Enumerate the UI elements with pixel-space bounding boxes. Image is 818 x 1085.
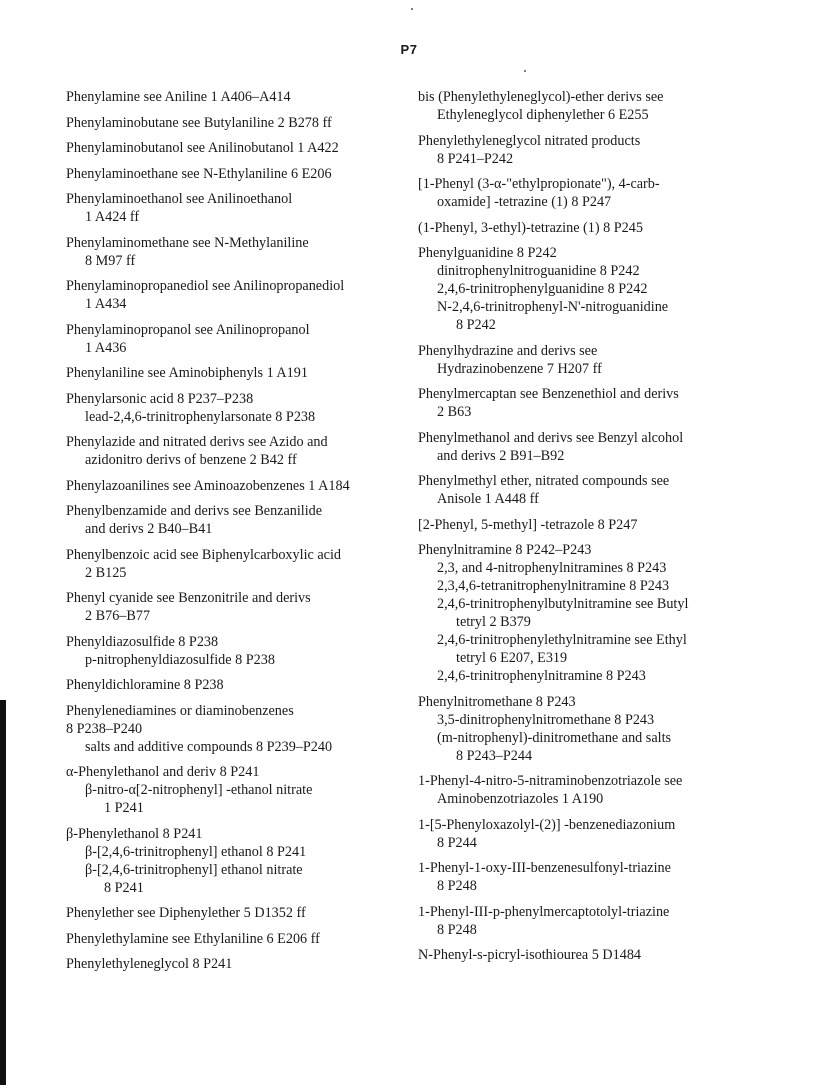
right-column xyxy=(418,88,788,972)
index-entry-subline: 8 M97 ff xyxy=(85,252,136,269)
index-entry-heading: 1-[5-Phenyloxazolyl-(2)] -benzenediazonium xyxy=(418,816,676,833)
index-entry-subline: p-nitrophenyldiazosulfide 8 P238 xyxy=(85,651,275,668)
index-entry-subline: azidonitro derivs of benzene 2 B42 ff xyxy=(85,452,297,468)
index-entry-subline: 2,4,6-trinitrophenylguanidine 8 P242 xyxy=(437,281,648,297)
index-entry-heading: Phenylethylamine see Ethylaniline 6 E206 ff xyxy=(66,930,320,947)
index-entry xyxy=(418,693,788,765)
index-entry-heading: Phenylbenzoic acid see Biphenylcarboxylic acid xyxy=(66,546,341,563)
index-entry-subline: 8 P244 xyxy=(437,834,477,851)
index-entry-subline: tetryl 6 E207, E319 xyxy=(456,650,568,666)
index-entry-heading: Phenylaminoethane see N-Ethylaniline 6 E206 xyxy=(66,165,332,182)
index-entry xyxy=(418,175,788,211)
index-entry-heading: Phenylaminobutane see Butylaniline 2 B278 ff xyxy=(66,114,332,131)
index-entry-heading: Phenylaminomethane see N-Methylaniline xyxy=(66,234,309,251)
index-entry xyxy=(418,516,788,534)
index-entry-subline: 2,3, and 4-nitrophenylnitramines 8 P243 xyxy=(437,560,667,576)
index-entry-heading: 1-Phenyl-1-oxy-III-benzenesulfonyl-triazine xyxy=(418,860,671,876)
index-entry-heading: Phenylamine see Aniline 1 A406–A414 xyxy=(66,89,291,105)
index-entry xyxy=(66,390,396,426)
index-entry-heading: Phenylaminoethanol see Anilinoethanol xyxy=(66,191,293,207)
index-entry-subline: Anisole 1 A448 ff xyxy=(437,491,539,507)
index-entry-heading: 1-Phenyl-III-p-phenylmercaptotolyl-triazine xyxy=(418,903,670,920)
index-entry-heading: Phenyl cyanide see Benzonitrile and derivs xyxy=(66,590,311,606)
index-entry-subline: 2 B63 xyxy=(437,404,472,420)
index-entry-heading: Phenylarsonic acid 8 P237–P238 xyxy=(66,390,254,407)
index-entry-subline: 2,3,4,6-tetranitrophenylnitramine 8 P243 xyxy=(437,578,670,594)
index-entry xyxy=(66,165,396,183)
index-entry xyxy=(66,88,396,106)
index-entry-heading: Phenylether see Diphenylether 5 D1352 ff xyxy=(66,905,306,921)
index-entry xyxy=(66,277,396,313)
index-entry-heading: Phenylethyleneglycol 8 P241 xyxy=(66,956,233,972)
index-entry-subline: 2,4,6-trinitrophenylethylnitramine see Ethyl xyxy=(437,632,687,648)
index-entry-subline: β-nitro-α[2-nitrophenyl] -ethanol nitrate xyxy=(85,782,313,798)
index-entry xyxy=(66,825,396,897)
index-entry-heading: Phenylaminobutanol see Anilinobutanol 1 A422 xyxy=(66,140,339,156)
index-entry xyxy=(66,364,396,382)
scan-margin-bar xyxy=(0,700,6,1085)
index-entry-subline: 8 P242 xyxy=(456,317,496,333)
index-entry-subline: 8 P241–P242 xyxy=(437,150,514,167)
scan-speck xyxy=(411,8,413,10)
index-entry-heading: Phenylmethyl ether, nitrated compounds see xyxy=(418,473,670,489)
index-entry xyxy=(418,946,788,964)
index-entry-subline: Hydrazinobenzene 7 H207 ff xyxy=(437,360,602,377)
index-entry-heading: Phenylnitromethane 8 P243 xyxy=(418,693,576,710)
index-entry-heading: Phenylaminopropanediol see Anilinopropanediol xyxy=(66,278,345,294)
index-entry-heading: Phenylmercaptan see Benzenethiol and derivs xyxy=(418,386,679,402)
index-entry-heading: [1-Phenyl (3-α-"ethylpropionate"), 4-carb- xyxy=(418,176,660,192)
index-entry-subline: β-[2,4,6-trinitrophenyl] ethanol 8 P241 xyxy=(85,843,307,860)
index-entry-subline: oxamide] -tetrazine (1) 8 P247 xyxy=(437,194,612,210)
index-entry xyxy=(66,234,396,270)
page-label: P7 xyxy=(400,42,418,57)
index-entry-heading: Phenylbenzamide and derivs see Benzanilide xyxy=(66,503,323,519)
index-entry-heading: [2-Phenyl, 5-methyl] -tetrazole 8 P247 xyxy=(418,516,638,533)
index-entry-subline: 1 A424 ff xyxy=(85,209,140,225)
index-entry-heading: Phenylazide and nitrated derivs see Azido and xyxy=(66,434,328,450)
index-entry xyxy=(418,903,788,939)
index-entry xyxy=(66,477,396,495)
index-entry-heading: N-Phenyl-s-picryl-isothiourea 5 D1484 xyxy=(418,947,642,963)
index-entry-subline: and derivs 2 B40–B41 xyxy=(85,521,213,537)
index-entry xyxy=(418,219,788,237)
index-entry-subline: 1 A436 xyxy=(85,339,127,356)
index-entry-heading: Phenylethyleneglycol nitrated products xyxy=(418,132,641,149)
index-entry-subline: lead-2,4,6-trinitrophenylarsonate 8 P238 xyxy=(85,408,316,425)
index-entry xyxy=(418,342,788,378)
index-entry xyxy=(418,429,788,465)
index-entry xyxy=(66,114,396,132)
index-entry-heading: bis (Phenylethyleneglycol)-ether derivs see xyxy=(418,89,664,105)
index-entry-subline: (m-nitrophenyl)-dinitromethane and salts xyxy=(437,729,672,746)
index-entry-subline: salts and additive compounds 8 P239–P240 xyxy=(85,738,333,755)
index-entry-subline: 2,4,6-trinitrophenylbutylnitramine see Butyl xyxy=(437,596,689,612)
index-entry xyxy=(418,816,788,852)
index-entry-heading: Phenylmethanol and derivs see Benzyl alcohol xyxy=(418,429,684,446)
index-entry-heading: Phenylhydrazine and derivs see xyxy=(418,342,598,359)
index-entry-heading: Phenylazoanilines see Aminoazobenzenes 1 A184 xyxy=(66,477,350,494)
index-entry-heading: Phenyldichloramine 8 P238 xyxy=(66,677,224,693)
index-entry xyxy=(418,244,788,334)
index-entry-subline: and derivs 2 B91–B92 xyxy=(437,447,565,464)
index-entry-subline: β-[2,4,6-trinitrophenyl] ethanol nitrate xyxy=(85,861,303,878)
index-entry-heading: Phenylguanidine 8 P242 xyxy=(418,245,557,261)
index-entry-subline: Ethyleneglycol diphenylether 6 E255 xyxy=(437,107,649,123)
index-entry-subline: dinitrophenylnitroguanidine 8 P242 xyxy=(437,263,640,279)
index-entry-subline: N-2,4,6-trinitrophenyl-N'-nitroguanidine xyxy=(437,299,669,315)
index-entry xyxy=(418,472,788,508)
index-entry xyxy=(66,190,396,226)
index-entry xyxy=(66,955,396,973)
index-entry xyxy=(66,502,396,538)
left-column xyxy=(66,88,396,981)
index-entry-subline: tetryl 2 B379 xyxy=(456,614,531,630)
index-entry-subline: 1 A434 xyxy=(85,296,127,312)
index-entry-subline: Aminobenzotriazoles 1 A190 xyxy=(437,791,604,807)
index-entry xyxy=(66,321,396,357)
index-entry-subline: 8 P248 xyxy=(437,921,477,938)
index-entry-subline: 8 P243–P244 xyxy=(456,747,533,764)
index-entry xyxy=(418,132,788,168)
index-entry xyxy=(66,930,396,948)
index-entry-heading: (1-Phenyl, 3-ethyl)-tetrazine (1) 8 P245 xyxy=(418,219,643,236)
index-entry xyxy=(66,763,396,817)
index-entry xyxy=(418,859,788,895)
index-entry xyxy=(66,139,396,157)
index-entry-subline: 2 B76–B77 xyxy=(85,608,151,624)
scan-speck xyxy=(524,70,526,72)
index-entry-subline: 2,4,6-trinitrophenylnitramine 8 P243 xyxy=(437,668,646,684)
index-entry-heading: Phenylaniline see Aminobiphenyls 1 A191 xyxy=(66,365,308,381)
index-entry xyxy=(418,541,788,685)
index-entry xyxy=(66,676,396,694)
index-entry xyxy=(418,772,788,808)
index-entry-subline: 3,5-dinitrophenylnitromethane 8 P243 xyxy=(437,711,655,728)
index-entry-subline: 8 P238–P240 xyxy=(66,720,143,737)
index-entry xyxy=(418,385,788,421)
index-entry-heading: Phenylnitramine 8 P242–P243 xyxy=(418,542,592,558)
index-entry-subline: 8 P248 xyxy=(437,878,477,894)
index-entry-heading: α-Phenylethanol and deriv 8 P241 xyxy=(66,764,260,780)
index-entry-heading: Phenylenediamines or diaminobenzenes xyxy=(66,702,294,719)
index-entry-heading: β-Phenylethanol 8 P241 xyxy=(66,825,203,842)
index-entry-subline: 2 B125 xyxy=(85,564,127,581)
index-entry xyxy=(66,589,396,625)
index-entry xyxy=(66,702,396,756)
index-entry xyxy=(418,88,788,124)
index-entry-heading: Phenylaminopropanol see Anilinopropanol xyxy=(66,321,310,338)
index-entry-subline: 8 P241 xyxy=(104,879,144,896)
index-entry-subline: 1 P241 xyxy=(104,800,144,816)
index-entry xyxy=(66,633,396,669)
index-entry xyxy=(66,904,396,922)
index-entry xyxy=(66,433,396,469)
index-entry-heading: Phenyldiazosulfide 8 P238 xyxy=(66,633,219,650)
index-entry xyxy=(66,546,396,582)
index-entry-heading: 1-Phenyl-4-nitro-5-nitraminobenzotriazole see xyxy=(418,773,683,789)
